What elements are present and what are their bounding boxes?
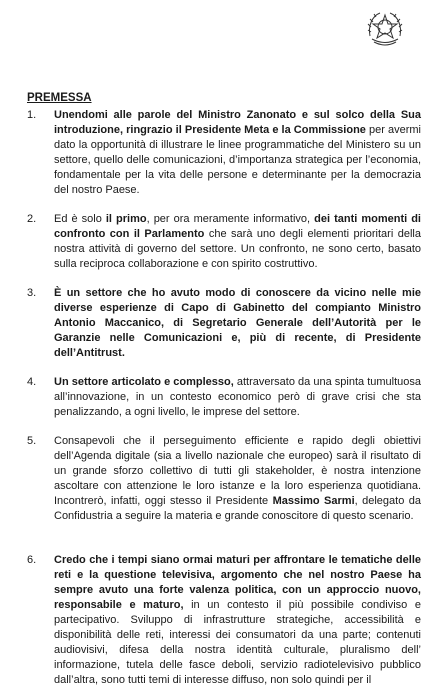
item-text-regular: , per ora meramente informativo,: [146, 213, 315, 225]
item-text-regular: Consapevoli che il perseguimento efficiente e rapido degli obiettivi dell’Agenda digitale (sia a livello nazionale che europeo) sarà il risultato di un grande sforzo collettivo di tutti gli stakeholder, è nostra intenzione ascoltare con attenzione le loro istanze e la loro esperienza quotidiana. Incontrerò, infatti, oggi stesso il Presidente: [54, 435, 421, 507]
list-item: [27, 286, 421, 361]
item-number: 2.: [27, 213, 37, 225]
item-text-bold: Credo che i tempi siano ormai maturi per affrontare le tematiche delle reti e la questione televisiva, argomento che nel nostro Paese ha sempre avuto una forte valenza politica, con un approccio nuovo, responsabile e maturo,: [54, 554, 421, 611]
item-number: 5.: [27, 435, 37, 447]
item-text-bold: dei tanti momenti di confronto con il Parlamento: [54, 213, 421, 240]
item-text-bold: il primo: [105, 213, 147, 225]
item-number: 6.: [27, 554, 37, 566]
section-heading: PREMESSA: [27, 92, 92, 104]
list-item: [27, 553, 421, 688]
item-number: 1.: [27, 109, 37, 121]
numbered-list: [27, 108, 421, 688]
list-item: [27, 212, 421, 272]
item-text-regular: che sarà uno degli elementi prioritari della nostra attività di governo del settore. Un confronto, ne sono certo, basato sulla reciproca collaborazione e con spirito costruttivo.: [54, 228, 421, 270]
item-text: [54, 434, 421, 524]
list-item: [27, 108, 421, 198]
item-text-regular: , delegato da Confidustria a seguire la materia e grande conoscitore di questo scenario.: [54, 495, 421, 522]
item-text-bold: È un settore che ho avuto modo di conoscere da vicino nelle mie diverse esperienze di Capo di Gabinetto del compianto Ministro Antonio Maccanico, di Segretario Generale dell’Autorità per le Garanzie nelle Comunicazioni e, più di recente, di Presidente dell’Antitrust.: [54, 287, 421, 359]
item-text: [54, 553, 421, 688]
item-number: 4.: [27, 376, 37, 388]
item-text: [54, 286, 421, 361]
item-text: [54, 375, 421, 420]
item-text-bold: Un settore articolato e complesso,: [54, 376, 234, 388]
item-text: [54, 212, 421, 272]
item-text-regular: in un contesto il più possibile condiviso e partecipativo. Sviluppo di infrastrutture strategiche, accessibilità e disponibilità delle reti, interessi dei consumatori da una parte; contenuti audiovisivi, difesa della nostra identità culturale, pluralismo dell’ informazione, tutela delle fasce deboli, servizio radiotelevisivo pubblico dall’altra, sono tutti temi di interesse diffuso, non solo quindi per il: [54, 599, 421, 686]
item-number: 3.: [27, 287, 37, 299]
item-text-bold: Unendomi alle parole del Ministro Zanonato e sul solco della Sua introduzione, ringrazio il Presidente Meta e la Commissione: [54, 109, 421, 136]
item-text-regular: attraversato da una spinta tumultuosa all’innovazione, in un contesto economico però di grave crisi che sta penalizzando, a ogni livello, le imprese del settore.: [54, 376, 421, 418]
list-item: [27, 434, 421, 524]
republic-emblem-icon: [362, 6, 408, 52]
item-text-regular: Ed è solo: [54, 213, 106, 225]
item-text-bold: Massimo Sarmi: [272, 495, 355, 507]
item-text-regular: per avermi dato la opportunità di illustrare le linee programmatiche del Ministero su un settore, quello delle comunicazioni, d’importanza strategica per l’economia, fondamentale per la vita delle persone e determinante per la democrazia del nostro Paese.: [54, 124, 421, 196]
item-text: [54, 108, 421, 198]
list-item: [27, 375, 421, 420]
